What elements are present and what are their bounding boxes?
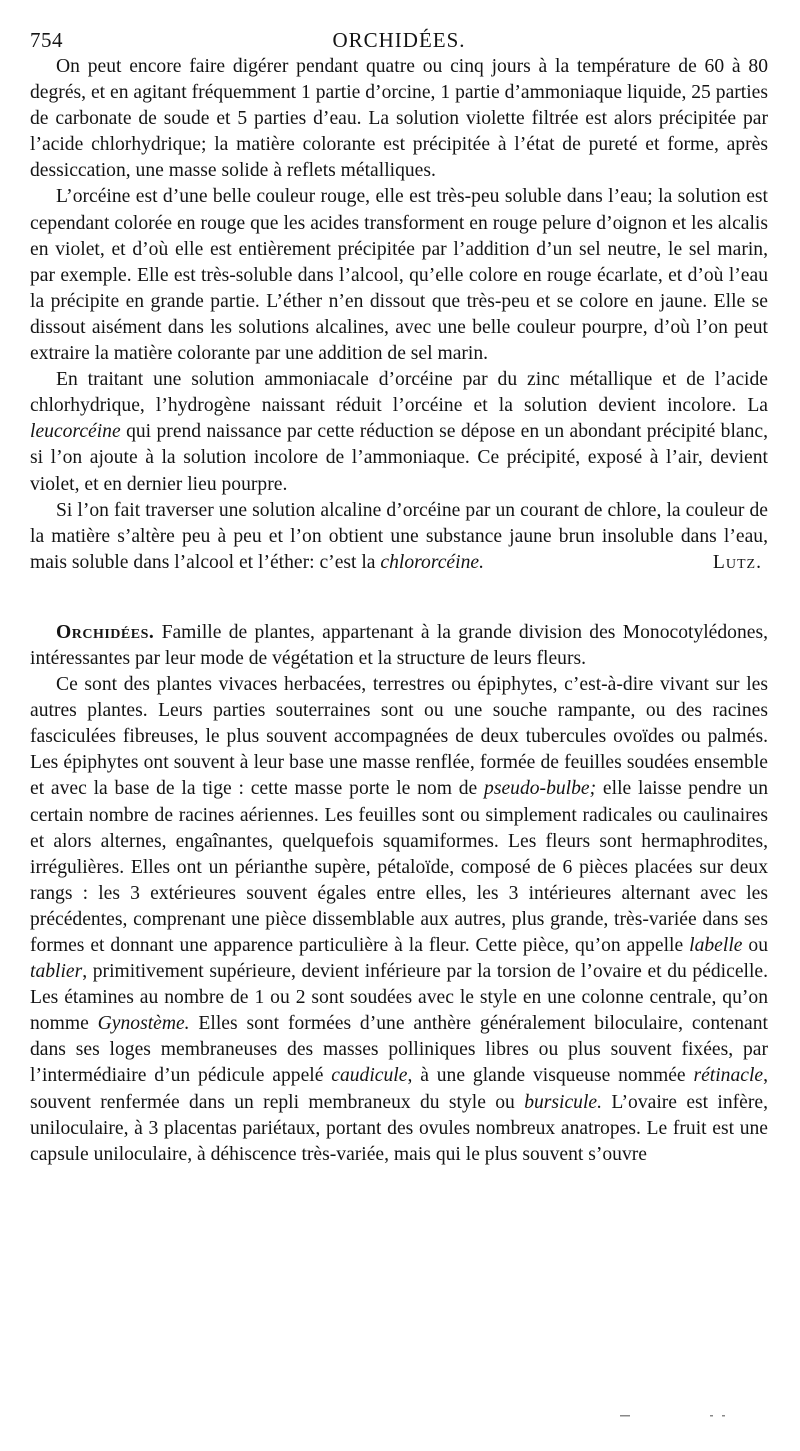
section-gap: [30, 576, 768, 620]
text-run: qui prend naissance par cette réduction se dépose en un abondant précipité blanc, si l’on ajoute à la solution incolore de l’ammoniaque. Ce précipité, exposé à l’air, devient violet, et en dernier lieu pourpre.: [30, 421, 768, 495]
scan-dash-marks: [620, 1414, 740, 1418]
text-run: elle laisse pendre un certain nombre de racines aériennes. Les feuilles sont ou simplement radicales ou caulinaires et alors alternes, engaînantes, quelquefois squamiformes. Les fleurs sont hermaphrodites, irrégulières. Elles ont un périanthe supère, pétaloïde, composé de 6 pièces placées sur deux rangs : les 3 extérieures souvent égales entre elles, les 3 intérieures alternant avec les précédentes, comprenant une pièce dissemblable aux autres, plus grande, très-variée dans ses formes et donnant une apparence particulière à la fleur. Cette pièce, qu’on appelle: [30, 778, 769, 956]
text-run: Si l’on fait traverser une solution alcaline d’orcéine par un courant de chlore, la couleur de la matière s’altère peu à peu et l’on obtient une substance jaune brun insoluble dans l’eau, mais soluble dans l’alcool et l’éther: c’est la: [30, 499, 768, 573]
article-headword: Orchidées.: [56, 621, 155, 643]
text-run: Ce sont des plantes vivaces herbacées, terrestres ou épiphytes, c’est-à-dire vivant sur les autres plantes. Leurs parties souterraines sont ou une souche rampante, ou des racines fasciculées fibreuses, le plus souvent accompagnées de deux tubercules ovoïdes ou palmés. Les épiphytes ont souvent à leur base une masse renflée, formée de feuilles soudées ensemble et avec la base de la tige : cette masse porte le nom de: [30, 674, 768, 800]
text-run: L’ovaire est infère, uniloculaire, à 3 placentas pariétaux, portant des ovules nombreux anatropes. Le fruit est une capsule uniloculaire, à déhiscence très-variée, mais qui le plus souvent s’ouvre: [30, 1091, 768, 1165]
italic-term: caudicule: [331, 1065, 408, 1087]
text-run: , souvent renfermée dans un repli membraneux du style ou: [30, 1065, 768, 1113]
text-run: , à une glande visqueuse nommée: [407, 1065, 694, 1087]
italic-term: rétinacle: [693, 1065, 764, 1087]
page-header: [30, 20, 768, 54]
italic-term: Gynostème.: [97, 1013, 190, 1035]
orchidees-article: [30, 620, 768, 1168]
running-title: ORCHIDÉES.: [332, 28, 466, 52]
text-run: ou: [742, 935, 768, 956]
paragraph: [30, 367, 768, 497]
author-signature: Lutz.: [712, 551, 762, 573]
text-run: Elles sont formées d’une anthère généralement biloculaire, contenant dans ses loges membraneuses des masses polliniques libres ou plus souvent fixées, par l’intermédiaire d’un pédicule appelé: [30, 1013, 768, 1087]
text-run: En traitant une solution ammoniacale d’orcéine par du zinc métallique et de l’acide chlorhydrique, l’hydrogène naissant réduit l’orcéine et la solution devient incolore. La: [30, 369, 768, 417]
paragraph: L’orcéine est d’une belle couleur rouge, elle est très-peu soluble dans l’eau; la solution est cependant colorée en rouge que les acides transforment en rouge pelure d’oignon et les alcalis en violet, et d’où elle est entièrement précipitée par l’addition d’un sel neutre, le sel marin, par exemple. Elle est très-soluble dans l’alcool, qu’elle colore en rouge écarlate, et d’où l’eau la précipite en grande partie. L’éther n’en dissout que très-peu et se colore en jaune. Elle se dissout aisément dans les solutions alcalines, avec une belle couleur pourpre, d’où l’on peut extraire la matière colorante par une addition de sel marin.: [30, 186, 768, 365]
paragraph: [30, 620, 768, 672]
orceine-section: [30, 54, 768, 576]
text-run: Famille de plantes, appartenant à la grande division des Monocotylédones, intéressantes par leur mode de végétation et la structure de leurs fleurs.: [30, 621, 768, 669]
text-run: , primitivement supérieure, devient inférieure par la torsion de l’ovaire et du pédicelle. Les étamines au nombre de 1 ou 2 sont soudées avec le style en une colonne centrale, qu’on nomme: [30, 961, 768, 1035]
italic-term: chlororcéine.: [380, 551, 484, 573]
italic-term: leucorcéine: [30, 421, 121, 443]
italic-term: pseudo-bulbe;: [484, 778, 597, 800]
italic-term: bursicule.: [524, 1091, 603, 1113]
scan-marks: [620, 1410, 740, 1414]
paragraph: On peut encore faire digérer pendant quatre ou cinq jours à la température de 60 à 80 degrés, et en agitant fréquemment 1 partie d’orcine, 1 partie d’ammoniaque liquide, 25 parties de carbonate de soude et 5 parties d’eau. La solution violette filtrée est alors précipitée par l’acide chlorhydrique; la matière colorante est précipitée à l’état de pureté et forme, après dessiccation, une masse solide à reflets métalliques.: [30, 56, 768, 182]
page-number: 754: [30, 28, 63, 52]
paragraph: [30, 672, 768, 1168]
italic-term: tablier: [30, 961, 83, 983]
italic-term: labelle: [689, 935, 743, 956]
document-page: [30, 20, 768, 1168]
